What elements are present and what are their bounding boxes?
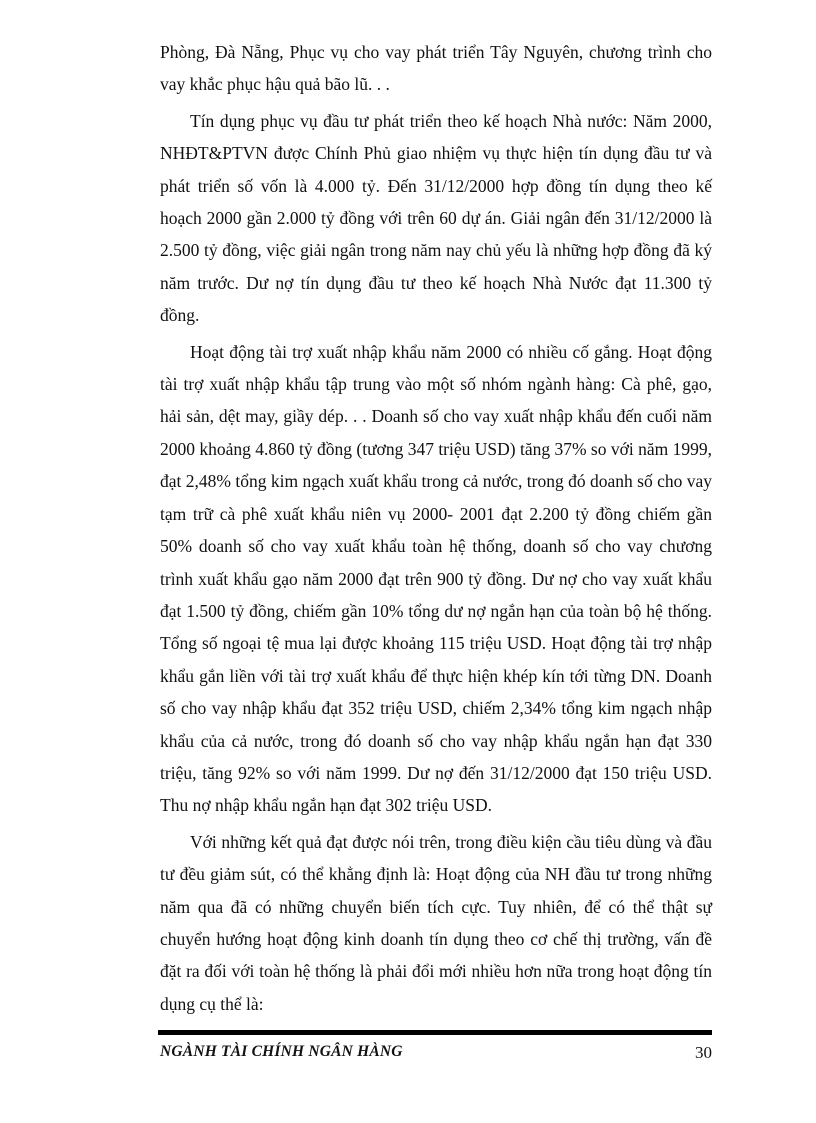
footer-title: NGÀNH TÀI CHÍNH NGÂN HÀNG (160, 1043, 403, 1060)
page-number: 30 (695, 1043, 712, 1062)
footer-divider (158, 1030, 712, 1035)
paragraph-continuation: Phòng, Đà Nẵng, Phục vụ cho vay phát triển Tây Nguyên, chương trình cho vay khắc phục hậu quả bão lũ. . . (160, 42, 712, 95)
paragraph-conclusion: Với những kết quả đạt được nói trên, trong điều kiện cầu tiêu dùng và đầu tư đều giảm sút, có thể khẳng định là: Hoạt động của NH đầu tư trong những năm qua đã có những chuyển biến tích cực. Tuy nhiên, để có thể thật sự chuyển hướng hoạt động kinh doanh tín dụng theo cơ chế thị trường, vấn đề đặt ra đối với toàn hệ thống là phải đổi mới nhiều hơn nữa trong hoạt động tín dụng cụ thể là: (160, 831, 712, 1014)
paragraph-import-export-financing: Hoạt động tài trợ xuất nhập khẩu năm 2000 có nhiều cố gắng. Hoạt động tài trợ xuất nhập khẩu tập trung vào một số nhóm ngành hàng: Cà phê, gạo, hải sản, dệt may, giầy dép. . . Doanh số cho vay xuất nhập khẩu đến cuối năm 2000 khoảng 4.860 tỷ đồng (tương 347 triệu USD) tăng 37% so với năm 1999, đạt 2,48% tổng kim ngạch xuất khẩu trong cả nước, trong đó doanh số cho vay tạm trữ cà phê xuất khẩu niên vụ 2000- 2001 đạt 2.200 tỷ đồng chiếm gần 50% doanh số cho vay xuất khẩu toàn hệ thống, doanh số cho vay chương trình xuất khẩu gạo năm 2000 đạt trên 900 tỷ đồng. Dư nợ cho vay xuất khẩu đạt 1.500 tỷ đồng, chiếm gần 10% tổng dư nợ ngắn hạn của toàn bộ hệ thống. Tổng số ngoại tệ mua lại được khoảng 115 triệu USD. Hoạt động tài trợ nhập khẩu gắn liền với tài trợ xuất khẩu để thực hiện khép kín tới từng DN. Doanh số cho vay nhập khẩu đạt 352 triệu USD, chiếm 2,34% tổng kim ngạch nhập khẩu của cả nước, trong đó doanh số cho vay nhập khẩu ngắn hạn đạt 330 triệu, tăng 92% so với năm 1999. Dư nợ đến 31/12/2000 đạt 150 triệu USD. Thu nợ nhập khẩu ngắn hạn đạt 302 triệu USD. (160, 341, 712, 816)
paragraph-credit-investment: Tín dụng phục vụ đầu tư phát triển theo kế hoạch Nhà nước: Năm 2000, NHĐT&PTVN được Chính Phủ giao nhiệm vụ thực hiện tín dụng đầu tư và phát triển số vốn là 4.000 tỷ. Đến 31/12/2000 hợp đồng tín dụng theo kế hoạch 2000 gần 2.000 tỷ đồng với trên 60 dự án. Giải ngân đến 31/12/2000 là 2.500 tỷ đồng, việc giải ngân trong năm nay chủ yếu là những hợp đồng đã ký năm trước. Dư nợ tín dụng đầu tư theo kế hoạch Nhà Nước đạt 11.300 tỷ đồng. (160, 110, 712, 326)
document-body (160, 36, 712, 1024)
